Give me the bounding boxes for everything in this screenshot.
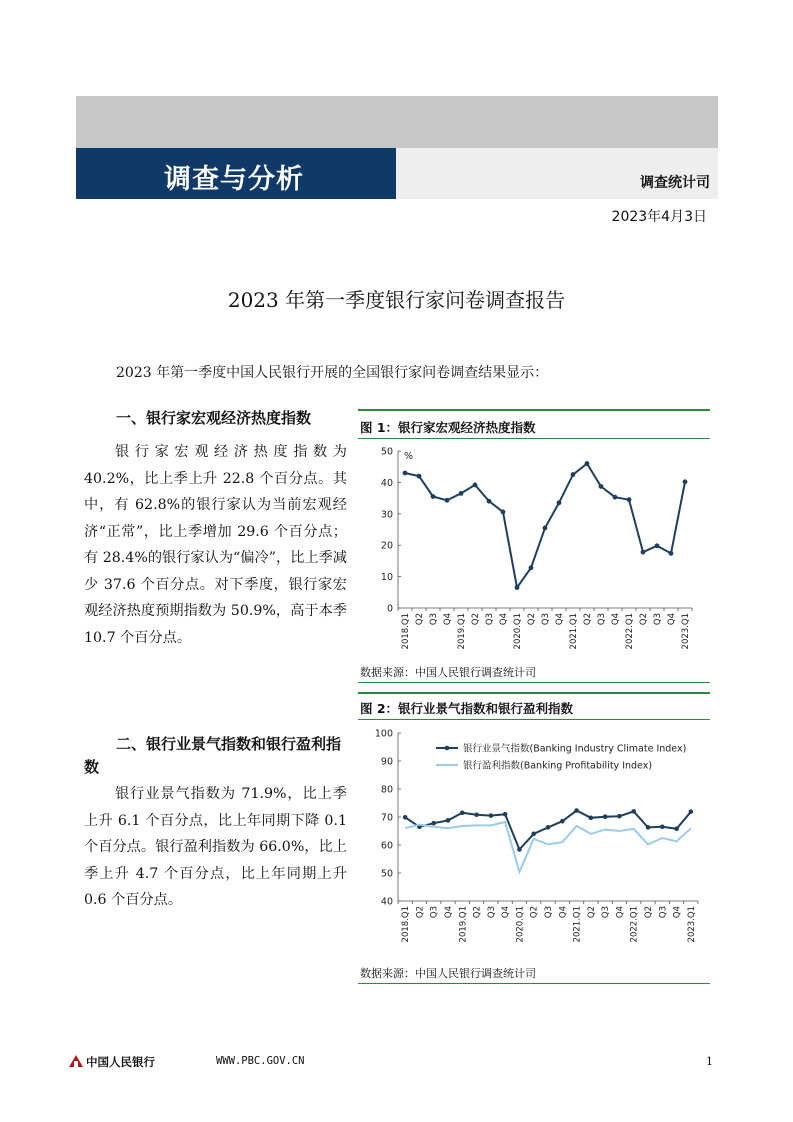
data-point bbox=[627, 497, 632, 502]
y-tick-label: 20 bbox=[380, 540, 393, 552]
data-point bbox=[445, 498, 450, 503]
section1-heading: 一、银行家宏观经济热度指数 bbox=[116, 409, 312, 427]
legend-label: 银行业景气指数(Banking Industry Climate Index) bbox=[463, 743, 687, 755]
data-point bbox=[446, 818, 451, 823]
data-point bbox=[531, 832, 536, 837]
y-unit-label: % bbox=[404, 451, 414, 462]
x-tick-label: Q3 bbox=[597, 613, 607, 626]
y-tick-label: 30 bbox=[380, 509, 393, 521]
data-point bbox=[669, 551, 674, 556]
data-point bbox=[617, 814, 622, 819]
data-point bbox=[571, 472, 576, 477]
legend-label: 银行盈利指数(Banking Profitability Index) bbox=[463, 760, 653, 772]
x-tick-label: Q3 bbox=[544, 906, 554, 919]
data-point bbox=[646, 825, 651, 830]
x-tick-label: Q3 bbox=[653, 613, 663, 626]
data-point bbox=[631, 809, 636, 814]
data-point bbox=[613, 495, 618, 500]
figure2-title-rule bbox=[358, 719, 710, 720]
x-tick-label: Q4 bbox=[611, 613, 621, 626]
data-point bbox=[529, 565, 534, 570]
section-label-banner bbox=[76, 148, 396, 199]
x-tick-label: Q3 bbox=[658, 906, 669, 919]
x-tick-label: 2022.Q1 bbox=[629, 906, 640, 943]
x-tick-label: Q4 bbox=[672, 906, 683, 919]
x-tick-label: 2023.Q1 bbox=[686, 906, 697, 943]
data-point bbox=[560, 819, 565, 824]
figure2-top-rule bbox=[358, 692, 710, 694]
data-point bbox=[473, 483, 478, 488]
data-point bbox=[585, 461, 590, 466]
section2-heading: 二、银行业景气指数和银行盈利指数 bbox=[84, 735, 342, 776]
data-point bbox=[489, 813, 494, 818]
data-point bbox=[660, 825, 665, 830]
data-point bbox=[557, 500, 562, 505]
data-point bbox=[517, 847, 522, 852]
data-point bbox=[403, 471, 408, 476]
x-tick-label: Q2 bbox=[527, 613, 537, 626]
data-point bbox=[460, 811, 465, 816]
x-tick-label: 2023.Q1 bbox=[681, 613, 691, 650]
y-tick-label: 50 bbox=[380, 868, 393, 880]
figure2-chart bbox=[358, 721, 710, 957]
x-tick-label: Q2 bbox=[529, 906, 540, 919]
x-tick-label: Q4 bbox=[443, 613, 453, 626]
x-tick-label: Q2 bbox=[415, 906, 426, 919]
figure1-title: 图 1：银行家宏观经济热度指数 bbox=[360, 420, 536, 435]
x-tick-label: 2022.Q1 bbox=[625, 613, 635, 650]
legend-marker bbox=[445, 746, 450, 751]
y-tick-label: 40 bbox=[380, 896, 393, 908]
x-tick-label: 2020.Q1 bbox=[513, 613, 523, 650]
x-tick-label: Q4 bbox=[501, 906, 512, 919]
data-point bbox=[417, 474, 422, 479]
y-tick-label: 100 bbox=[374, 728, 393, 740]
x-tick-label: Q3 bbox=[486, 906, 497, 919]
y-tick-label: 0 bbox=[386, 603, 393, 615]
x-tick-label: 2020.Q1 bbox=[515, 906, 526, 943]
x-tick-label: Q3 bbox=[429, 613, 439, 626]
y-tick-label: 10 bbox=[380, 572, 393, 584]
report-title: 2023 年第一季度银行家问卷调查报告 bbox=[227, 288, 566, 312]
x-tick-label: Q4 bbox=[615, 906, 626, 919]
data-point bbox=[459, 491, 464, 496]
x-tick-label: Q4 bbox=[444, 906, 454, 919]
section1-body: 银行家宏观经济热度指数为 40.2%，比上季上升 22.8 个百分点。其中，有 62.8%的银行家认为当前宏观经济“正常”，比上季增加 29.6 个百分点；有 28.4%的银行家认为“偏冷”，比上季减少 37.6 个百分点。对下季度，银行家宏观经济热度预期指数为 50.9%，高于本季 10.7 个百分点。 bbox=[84, 444, 347, 646]
x-tick-label: 2018.Q1 bbox=[401, 613, 411, 650]
data-point bbox=[589, 816, 594, 821]
x-tick-label: Q3 bbox=[429, 906, 440, 919]
x-tick-label: Q3 bbox=[485, 613, 495, 626]
data-point bbox=[487, 499, 492, 504]
x-tick-label: 2019.Q1 bbox=[458, 906, 469, 943]
x-tick-label: Q2 bbox=[583, 613, 593, 626]
x-tick-label: 2018.Q1 bbox=[401, 906, 412, 943]
section2-body: 银行业景气指数为 71.9%，比上季上升 6.1 个百分点，比上年同期下降 0.1 个百分点。银行盈利指数为 66.0%，比上季上升 4.7 个百分点，比上年同期上升 0.6 个百分点。 bbox=[84, 786, 347, 908]
figure1-bottom-rule bbox=[358, 682, 710, 683]
data-point bbox=[546, 825, 551, 830]
x-tick-label: Q2 bbox=[415, 613, 425, 626]
figure1-title-rule bbox=[358, 438, 710, 439]
data-point bbox=[431, 494, 436, 499]
y-tick-label: 40 bbox=[380, 477, 393, 489]
data-point bbox=[431, 821, 436, 826]
page-number: 1 bbox=[706, 1055, 713, 1068]
y-tick-label: 70 bbox=[380, 812, 393, 824]
department-name: 调查统计司 bbox=[640, 175, 710, 191]
header-top-band bbox=[76, 96, 718, 148]
x-tick-label: Q3 bbox=[601, 906, 612, 919]
data-point bbox=[574, 808, 579, 813]
x-tick-label: Q2 bbox=[471, 613, 481, 626]
x-tick-label: Q2 bbox=[586, 906, 597, 919]
figure2-bottom-rule bbox=[358, 983, 710, 984]
figure2-title: 图 2：银行业景气指数和银行盈利指数 bbox=[360, 701, 574, 716]
section-label: 调查与分析 bbox=[164, 164, 304, 195]
data-point bbox=[655, 543, 660, 548]
y-tick-label: 90 bbox=[380, 756, 393, 768]
figure1-top-rule bbox=[358, 409, 710, 411]
footer-logo-text: 中国人民银行 bbox=[86, 1055, 155, 1069]
y-tick-label: 60 bbox=[380, 840, 393, 852]
x-tick-label: 2019.Q1 bbox=[457, 613, 467, 650]
data-point bbox=[403, 815, 408, 820]
report-date: 2023年4月3日 bbox=[611, 209, 707, 225]
x-tick-label: Q4 bbox=[558, 906, 569, 919]
figure1-chart bbox=[358, 440, 710, 658]
data-point bbox=[689, 809, 694, 814]
data-point bbox=[515, 585, 520, 590]
figure1-source: 数据来源：中国人民银行调查统计司 bbox=[360, 666, 536, 679]
x-tick-label: 2021.Q1 bbox=[569, 613, 579, 650]
x-tick-label: Q4 bbox=[667, 613, 677, 626]
x-tick-label: Q2 bbox=[472, 906, 483, 919]
data-point bbox=[674, 826, 679, 831]
data-point bbox=[474, 812, 479, 817]
footer-url: WWW.PBC.GOV.CN bbox=[216, 1055, 305, 1067]
pbc-logo-icon bbox=[68, 1054, 84, 1068]
data-point bbox=[603, 814, 608, 819]
data-point bbox=[543, 526, 548, 531]
x-tick-label: Q4 bbox=[499, 613, 509, 626]
x-tick-label: Q3 bbox=[541, 613, 551, 626]
data-point bbox=[501, 510, 506, 515]
x-tick-label: 2021.Q1 bbox=[572, 906, 583, 943]
data-point bbox=[683, 479, 688, 484]
data-point bbox=[503, 812, 508, 817]
data-point bbox=[641, 550, 646, 555]
figure2-source: 数据来源：中国人民银行调查统计司 bbox=[360, 967, 536, 980]
x-tick-label: Q2 bbox=[639, 613, 649, 626]
y-tick-label: 80 bbox=[380, 784, 393, 796]
x-tick-label: Q2 bbox=[644, 906, 654, 919]
intro-paragraph: 2023 年第一季度中国人民银行开展的全国银行家问卷调查结果显示： bbox=[116, 365, 549, 381]
y-tick-label: 50 bbox=[380, 446, 393, 458]
x-tick-label: Q4 bbox=[555, 613, 565, 626]
data-point bbox=[599, 484, 604, 489]
department-banner bbox=[396, 148, 718, 199]
